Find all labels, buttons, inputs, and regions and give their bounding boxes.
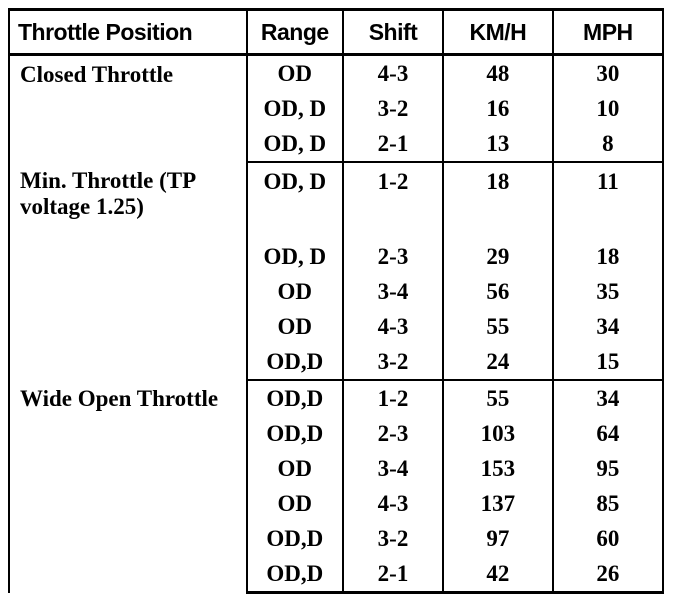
shift-speed-table bbox=[8, 8, 664, 594]
range-cell: OD, D bbox=[247, 91, 343, 126]
range-cell: OD bbox=[247, 309, 343, 344]
shift-cell: 1-2 bbox=[343, 162, 443, 239]
header-mph: MPH bbox=[553, 10, 663, 55]
range-cell: OD,D bbox=[247, 380, 343, 416]
mph-cell: 35 bbox=[553, 274, 663, 309]
header-throttle-position: Throttle Position bbox=[9, 10, 247, 55]
header-row bbox=[9, 10, 663, 55]
range-cell: OD bbox=[247, 486, 343, 521]
shift-cell: 4-3 bbox=[343, 309, 443, 344]
shift-cell: 2-1 bbox=[343, 556, 443, 593]
mph-cell: 60 bbox=[553, 521, 663, 556]
kmh-cell: 18 bbox=[443, 162, 553, 239]
range-cell: OD, D bbox=[247, 126, 343, 162]
shift-cell: 2-3 bbox=[343, 239, 443, 274]
mph-cell: 64 bbox=[553, 416, 663, 451]
shift-cell: 3-4 bbox=[343, 274, 443, 309]
shift-cell: 3-2 bbox=[343, 521, 443, 556]
range-cell: OD, D bbox=[247, 239, 343, 274]
header-range: Range bbox=[247, 10, 343, 55]
range-cell: OD,D bbox=[247, 556, 343, 593]
kmh-cell: 13 bbox=[443, 126, 553, 162]
range-cell: OD bbox=[247, 55, 343, 92]
kmh-cell: 56 bbox=[443, 274, 553, 309]
mph-cell: 34 bbox=[553, 309, 663, 344]
header-kmh: KM/H bbox=[443, 10, 553, 55]
kmh-cell: 16 bbox=[443, 91, 553, 126]
mph-cell: 11 bbox=[553, 162, 663, 239]
kmh-cell: 97 bbox=[443, 521, 553, 556]
kmh-cell: 153 bbox=[443, 451, 553, 486]
shift-cell: 3-2 bbox=[343, 91, 443, 126]
kmh-cell: 24 bbox=[443, 344, 553, 380]
mph-cell: 30 bbox=[553, 55, 663, 92]
kmh-cell: 103 bbox=[443, 416, 553, 451]
throttle-position-cell: Wide Open Throttle bbox=[9, 380, 247, 593]
mph-cell: 18 bbox=[553, 239, 663, 274]
table-row bbox=[9, 380, 663, 416]
kmh-cell: 42 bbox=[443, 556, 553, 593]
shift-cell: 4-3 bbox=[343, 55, 443, 92]
shift-cell: 4-3 bbox=[343, 486, 443, 521]
shift-cell: 3-2 bbox=[343, 344, 443, 380]
mph-cell: 34 bbox=[553, 380, 663, 416]
range-cell: OD,D bbox=[247, 521, 343, 556]
mph-cell: 15 bbox=[553, 344, 663, 380]
throttle-position-cell: Closed Throttle bbox=[9, 55, 247, 163]
mph-cell: 85 bbox=[553, 486, 663, 521]
shift-cell: 3-4 bbox=[343, 451, 443, 486]
kmh-cell: 29 bbox=[443, 239, 553, 274]
table-row bbox=[9, 55, 663, 92]
range-cell: OD bbox=[247, 451, 343, 486]
shift-cell: 2-1 bbox=[343, 126, 443, 162]
kmh-cell: 48 bbox=[443, 55, 553, 92]
table-row bbox=[9, 162, 663, 239]
mph-cell: 26 bbox=[553, 556, 663, 593]
kmh-cell: 55 bbox=[443, 309, 553, 344]
throttle-position-cell: Min. Throttle (TP voltage 1.25) bbox=[9, 162, 247, 380]
kmh-cell: 55 bbox=[443, 380, 553, 416]
mph-cell: 95 bbox=[553, 451, 663, 486]
shift-cell: 1-2 bbox=[343, 380, 443, 416]
mph-cell: 8 bbox=[553, 126, 663, 162]
range-cell: OD,D bbox=[247, 344, 343, 380]
header-shift: Shift bbox=[343, 10, 443, 55]
range-cell: OD, D bbox=[247, 162, 343, 239]
kmh-cell: 137 bbox=[443, 486, 553, 521]
range-cell: OD,D bbox=[247, 416, 343, 451]
shift-cell: 2-3 bbox=[343, 416, 443, 451]
range-cell: OD bbox=[247, 274, 343, 309]
mph-cell: 10 bbox=[553, 91, 663, 126]
